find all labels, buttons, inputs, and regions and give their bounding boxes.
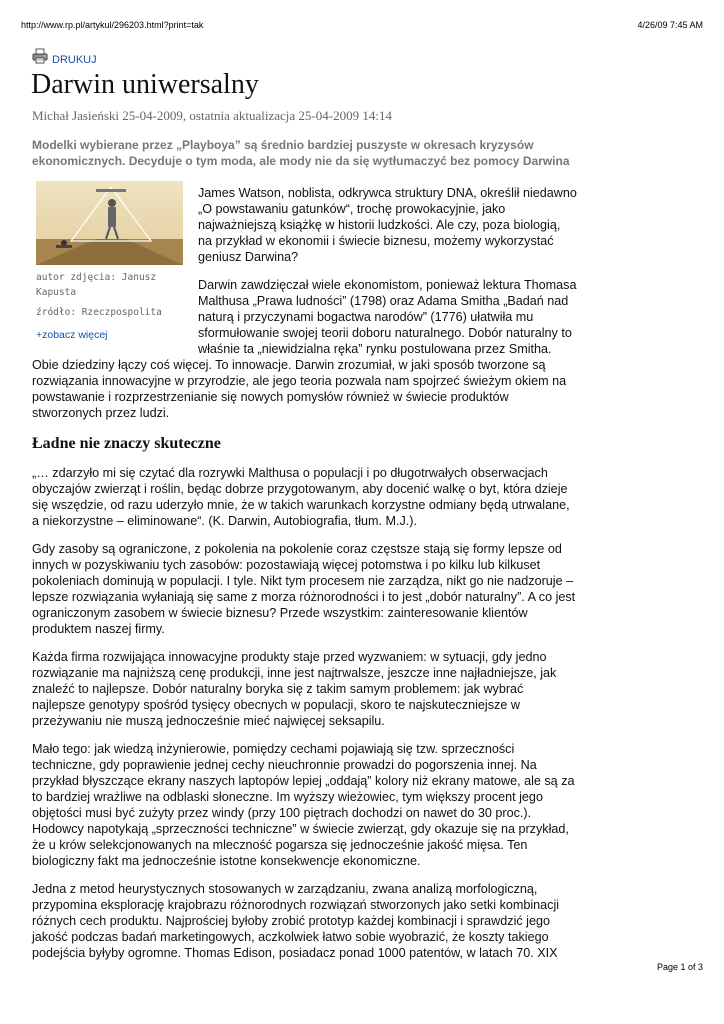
print-url: http://www.rp.pl/artykul/296203.html?print=tak <box>21 20 204 30</box>
see-more-link[interactable]: +zobacz więcej <box>36 329 108 341</box>
paragraph: Darwin zawdzięczał wiele ekonomistom, ponieważ lektura Thomasa Malthusa „Prawa ludności” (1798) oraz Adama Smitha „Badań nad naturą i przyczynami bogactwa narodów” (1776) ułatwiła mu sformułowanie swojej teorii doboru naturalnego. Dobór naturalny to właśnie ta „niewidzialna ręka” rynku postulowana przez Smitha. Obie dziedziny łączy coś więcej. To innowacje. Darwin zrozumiał, w jaki sposób tworzone są rozwiązania innowacyjne w przyrodzie, ale jego teoria pozwala nam spojrzeć świeżym okiem na powstawanie i rozprzestrzenianie się nowych pomysłów również w świecie produktów stworzonych przez ludzi. <box>32 278 577 420</box>
photo-author: autor zdjęcia: Janusz Kapusta <box>36 272 157 298</box>
paragraph: Mało tego: jak wiedzą inżynierowie, pomiędzy cechami pojawiają się tzw. sprzeczności techniczne, gdy poprawienie jednej cechy nieuchronnie prowadzi do pogorszenia innej. Na przykład błyszczące ekrany naszych laptopów lepiej „oddają” kolory niż ekrany matowe, ale są za to bardziej wrażliwe na odblaski słoneczne. Im wyższy wieżowiec, tym większy procent jego objętości musi być zużyty przez windy (przy 100 piętrach dochodzi on nawet do 30 proc.). Hodowcy napotykają „sprzeczności techniczne” w świecie zwierząt, gdy okazuje się na przykład, że u krów selekcjonowanych na mleczność pogarsza się jednocześnie jakość mięsa. Ten biologiczny fakt ma jednocześnie istotne konsekwencje ekonomiczne. <box>32 742 575 868</box>
paragraph: James Watson, noblista, odkrywca struktury DNA, określił niedawno „O powstawaniu gatunków“, trochę prowokacyjnie, jako najważniejszą książkę w historii ludzkości. Ale czy, poza biologią, na przykład w ekonomii i świecie biznesu, możemy wykorzystać geniusz Darwina? <box>198 186 577 264</box>
photo-figure <box>36 181 188 343</box>
photo-source: źródło: Rzeczpospolita <box>36 307 162 318</box>
paragraph: Jedna z metod heurystycznych stosowanych w zarządzaniu, zwana analizą morfologiczną, przypomina eksplorację krajobrazu różnorodnych rozwiązań stworzonych jako setki kombinacji różnych cech produktu. Najprościej byłoby zrobić prototyp każdej kombinacji i sprawdzić jego jakość podczas badań marketingowych, aczkolwiek łatwo sobie wyobrazić, że koszty takiego podejścia byłyby ogromne. Thomas Edison, posiadacz ponad 1000 patentów, w latach 70. XIX <box>32 882 560 960</box>
article-content <box>32 48 577 973</box>
article-photo[interactable] <box>36 181 183 265</box>
print-header <box>21 20 703 30</box>
article-title: Darwin uniwersalny <box>31 69 259 100</box>
print-datetime: 4/26/09 7:45 AM <box>637 20 703 30</box>
article-lead: Modelki wybierane przez „Playboya” są średnio bardziej puszyste w okresach kryzysów ekonomicznych. Decyduje o tym moda, ale mody nie da się wytłumaczyć bez pomocy Darwina <box>32 138 570 168</box>
printer-icon[interactable] <box>32 48 48 69</box>
print-toolbar <box>32 48 577 68</box>
print-link[interactable]: DRUKUJ <box>52 54 97 66</box>
page-number: Page 1 of 3 <box>656 962 703 972</box>
paragraph: „… zdarzyło mi się czytać dla rozrywki Malthusa o populacji i po długotrwałych obserwacjach obyczajów zwierząt i roślin, będąc dobrze przygotowanym, aby docenić walkę o byt, która dzieje się wszędzie, od razu uderzyło mnie, że w takich warunkach korzystne odmiany będą utrwalane, a niekorzystne – eliminowane“. (K. Darwin, Autobiografia, tłum. M.J.). <box>32 466 570 528</box>
subheading: Ładne nie znaczy skuteczne <box>32 435 221 452</box>
byline: Michał Jasieński 25-04-2009, ostatnia aktualizacja 25-04-2009 14:14 <box>32 108 392 123</box>
article-body <box>32 169 577 961</box>
paragraph: Każda firma rozwijająca innowacyjne produkty staje przed wyzwaniem: w sytuacji, gdy jedno rozwiązanie ma najniższą cenę produkcji, inne jest najtrwalsze, jeszcze inne najładniejsze, jak znaleźć to najlepsze. Dobór naturalny boryka się z takim samym problemem: jak wybrać najlepsze genotypy spośród tysięcy obecnych w populacji, skoro te najskuteczniejsze w przeżywaniu nie muszą jednocześnie mieć najwięcej seksapilu. <box>32 650 557 728</box>
paragraph: Gdy zasoby są ograniczone, z pokolenia na pokolenie coraz częstsze stają się formy lepsze od innych w pozyskiwaniu tych zasobów: pozostawiają więcej potomstwa i po kilku lub kilkuset pokoleniach dominują w populacji. I tyle. Nikt tym procesem nie zarządza, nikt go nie nadzoruje – lepsze rozwiązania wyłaniają się same z morza różnorodności i to jest „dobór naturalny”. A co jest ograniczonym zasobem w świecie biznesu? Przede wszystkim: zainteresowanie klientów produktem naszej firmy. <box>32 542 576 636</box>
